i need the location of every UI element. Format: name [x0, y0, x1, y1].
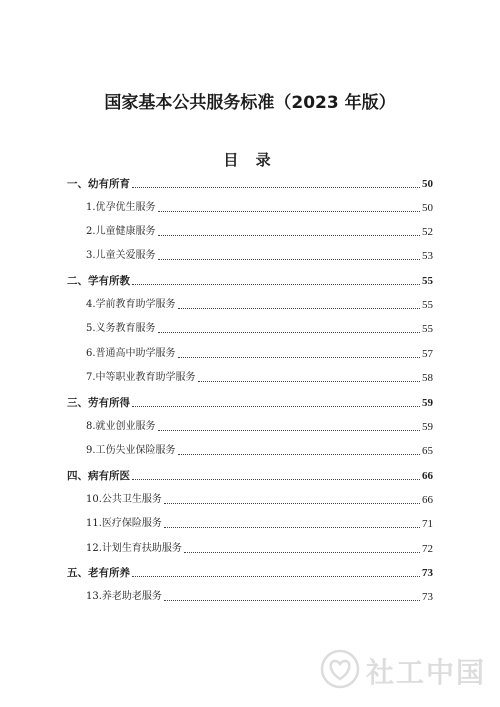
toc-label: 8.就业创业服务 [86, 421, 156, 432]
dot-leader [198, 380, 420, 382]
toc-label: 1.优孕优生服务 [86, 202, 156, 213]
toc-item-6[interactable] [86, 346, 433, 362]
toc-item-11[interactable] [86, 516, 433, 532]
dot-leader [132, 478, 420, 480]
toc-page-number: 55 [422, 299, 433, 311]
dot-leader [132, 283, 420, 285]
toc-page-number: 73 [422, 591, 433, 603]
toc-page-number: 52 [422, 226, 433, 238]
dot-leader [158, 210, 420, 212]
dot-leader [132, 405, 420, 407]
toc-label: 5.义务教育服务 [86, 323, 156, 334]
toc-item-9[interactable] [86, 443, 433, 459]
toc-heading: 目 录 [223, 151, 277, 169]
toc-section-xueyousuojiao[interactable] [67, 273, 433, 289]
document-title: 国家基本公共服务标准（2023 年版） [104, 93, 396, 113]
toc-section-bingyousuoyi[interactable] [67, 468, 433, 484]
toc-item-4[interactable] [86, 297, 433, 313]
toc-section-laoyousuode[interactable] [67, 395, 433, 411]
toc-item-13[interactable] [86, 589, 433, 605]
toc-section-youyousuoyu[interactable] [67, 176, 433, 192]
toc-label: 11.医疗保险服务 [86, 518, 162, 529]
toc-page-number: 50 [422, 178, 433, 190]
toc-page-number: 55 [422, 275, 433, 287]
toc-item-3[interactable] [86, 248, 433, 264]
dot-leader [164, 502, 420, 504]
dot-leader [178, 356, 420, 358]
toc-page-number: 50 [422, 202, 433, 214]
dot-leader [158, 234, 420, 236]
dot-leader [164, 599, 420, 601]
dot-leader [164, 526, 420, 528]
watermark [320, 649, 486, 693]
toc-label: 3.儿童关爱服务 [86, 250, 156, 261]
dot-leader [158, 429, 420, 431]
dot-leader [132, 186, 420, 188]
toc-page-number: 72 [422, 543, 433, 555]
toc-label: 4.学前教育助学服务 [86, 299, 176, 310]
toc-page-number: 66 [422, 470, 433, 482]
toc-page-number: 59 [422, 421, 433, 433]
toc-page-number: 57 [422, 348, 433, 360]
toc-page-number: 58 [422, 372, 433, 384]
toc-item-8[interactable] [86, 419, 433, 435]
toc-label: 12.计划生育扶助服务 [86, 543, 182, 554]
toc-label: 9.工伤失业保险服务 [86, 445, 176, 456]
toc-section-laoyousuoyang[interactable] [67, 565, 433, 581]
toc-label: 五、老有所养 [67, 567, 130, 579]
toc-label: 三、劳有所得 [67, 397, 130, 409]
toc-page-number: 73 [422, 567, 433, 579]
toc-item-7[interactable] [86, 370, 433, 386]
toc-item-2[interactable] [86, 224, 433, 240]
toc-label: 7.中等职业教育助学服务 [86, 372, 196, 383]
toc-item-10[interactable] [86, 492, 433, 508]
heart-logo-icon [320, 649, 360, 693]
toc-label: 一、幼有所育 [67, 178, 130, 190]
toc-label: 2.儿童健康服务 [86, 226, 156, 237]
toc-label: 四、病有所医 [67, 470, 130, 482]
toc-page-number: 71 [422, 518, 433, 530]
toc-label: 二、学有所教 [67, 275, 130, 287]
toc-item-5[interactable] [86, 321, 433, 337]
toc-item-1[interactable] [86, 200, 433, 216]
toc-label: 6.普通高中助学服务 [86, 348, 176, 359]
toc-page-number: 55 [422, 323, 433, 335]
toc-label: 10.公共卫生服务 [86, 494, 162, 505]
watermark-text: 社工中国 [365, 656, 486, 689]
dot-leader [158, 331, 420, 333]
toc-page-number: 59 [422, 397, 433, 409]
dot-leader [184, 551, 420, 553]
dot-leader [178, 307, 420, 309]
toc-label: 13.养老助老服务 [86, 591, 162, 602]
toc-page-number: 65 [422, 445, 433, 457]
dot-leader [178, 453, 420, 455]
toc-page-number: 66 [422, 494, 433, 506]
toc-page-number: 53 [422, 250, 433, 262]
dot-leader [132, 575, 420, 577]
toc-item-12[interactable] [86, 541, 433, 557]
dot-leader [158, 258, 420, 260]
